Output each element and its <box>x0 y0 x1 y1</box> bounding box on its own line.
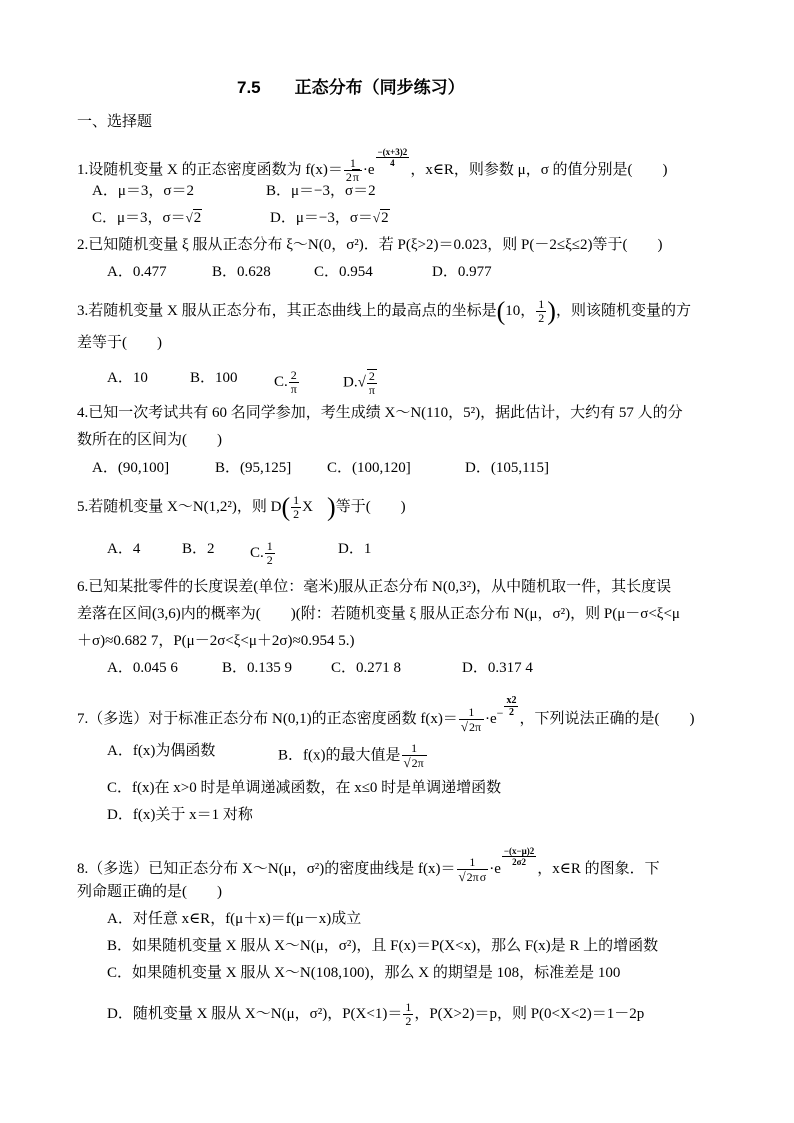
question-8-option-a: A．对任意 x∈R，f(μ＋x)＝f(μ－x)成立 <box>107 911 362 927</box>
question-4-option-c: C．(100,120] <box>327 460 411 476</box>
question-3-option-d: D.√ $\frac{2}{\pi}$ <box>343 369 375 397</box>
question-6-stem-cont1: 差落在区间(3,6)内的概率为( )(附：若随机变量 ξ 服从正态分布 N(μ，σ²)，则 P(μ－σ<ξ<μ <box>77 606 680 622</box>
question-8-option-b: B．如果随机变量 X 服从 X～N(μ，σ²)，且 F(x)＝P(X<x)，那么 F(x)是 R 上的增函数 <box>107 938 659 954</box>
question-5-option-b: B．2 <box>182 541 215 557</box>
question-8-option-d: D．随机变量 X 服从 X～N(μ，σ²)，P(X<1)＝ $\frac{1}{2}$ ，P(X>2)＝p，则 P(0<X<2)＝1－2p <box>107 1000 645 1028</box>
question-7-option-d: D．f(x)关于 x＝1 对称 <box>107 807 253 823</box>
question-8-option-c: C．如果随机变量 X 服从 X～N(108,100)，那么 X 的期望是 108，标准差是 100 <box>107 965 621 981</box>
question-4-stem: 4.已知一次考试共有 60 名同学参加，考生成绩 X～N(110，5²)，据此估计，大约有 57 人的分 <box>77 405 683 421</box>
question-8-stem: 8.（多选）已知正态分布 X～N(μ，σ²)的密度曲线是 f(x)＝ $\frac{1}{√2\pi\sigma}$ ·e $\frac{-(x-\mu)2}{2\sigma 2}$ ，x∈R 的图象．下 <box>77 846 660 884</box>
question-6-option-c: C．0.271 8 <box>331 660 402 676</box>
question-7-stem: 7.（多选）对于标准正态分布 N(0,1)的正态密度函数 f(x)＝ $\frac{1}{√2\pi}$ ·e− $\frac{x2}{2}$ ，下列说法正确的是( ) <box>77 695 695 734</box>
question-4-option-a: A．(90,100] <box>92 460 170 476</box>
question-5-stem: 5.若随机变量 X～N(1,2²)，则 D( $\frac{1}{2}$ X )等于( ) <box>77 492 406 522</box>
question-1-option-d: D．μ＝−3，σ＝√2 <box>270 210 389 226</box>
fraction: $\frac{1}{2}$ <box>538 297 545 325</box>
question-1-stem: 1.设随机变量 X 的正态密度函数为 f(x)＝ $\frac{1}{2\pi}$ ·e $\frac{-(x+3)2}{4}$ ，x∈R，则参数 μ，σ 的值分别是( ) <box>77 147 668 185</box>
section-heading: 一、选择题 <box>77 113 153 130</box>
question-5-option-d: D．1 <box>338 541 372 557</box>
question-1-option-c: C．μ＝3，σ＝√2 <box>92 210 202 226</box>
question-3-stem-cont: 差等于( ) <box>77 335 162 351</box>
question-2-option-c: C．0.954 <box>314 264 373 280</box>
question-7-option-a: A．f(x)为偶函数 <box>107 743 216 759</box>
question-8-stem-cont: 列命题正确的是( ) <box>77 884 222 900</box>
question-7-option-c: C．f(x)在 x>0 时是单调递减函数，在 x≤0 时是单调递增函数 <box>107 780 502 796</box>
question-6-stem-cont2: ＋σ)≈0.682 7，P(μ－2σ<ξ<μ＋2σ)≈0.954 5.) <box>77 633 355 649</box>
question-3-option-a: A．10 <box>107 370 148 386</box>
question-6-option-b: B．0.135 9 <box>222 660 293 676</box>
question-1-option-b: B．μ＝−3，σ＝2 <box>266 183 376 199</box>
question-1-option-a: A．μ＝3，σ＝2 <box>92 183 194 199</box>
question-6-option-d: D．0.317 4 <box>462 660 533 676</box>
fraction: $\frac{1}{2\pi}$ <box>344 157 362 184</box>
exponent: $\frac{-(x+3)2}{4}$ <box>377 147 408 168</box>
question-5-option-c: C. $\frac{1}{2}$ <box>250 539 273 567</box>
question-6-stem: 6.已知某批零件的长度误差(单位：毫米)服从正态分布 N(0,3²)，从中随机取一件，其长度误 <box>77 579 672 595</box>
question-4-option-b: B．(95,125] <box>215 460 292 476</box>
question-2-option-d: D．0.977 <box>432 264 492 280</box>
question-2-stem: 2.已知随机变量 ξ 服从正态分布 ξ～N(0，σ²)．若 P(ξ>2)＝0.023，则 P(－2≤ξ≤2)等于( ) <box>77 237 663 253</box>
question-3-option-b: B．100 <box>190 370 238 386</box>
question-2-option-a: A．0.477 <box>107 264 167 280</box>
question-3-stem: 3.若随机变量 X 服从正态分布，其正态曲线上的最高点的坐标是(10， $\frac{1}{2}$ )，则该随机变量的方 <box>77 296 691 326</box>
question-7-option-b: B．f(x)的最大值是 $\frac{1}{√2\pi}$ <box>278 742 428 770</box>
question-6-option-a: A．0.045 6 <box>107 660 178 676</box>
question-5-option-a: A．4 <box>107 541 141 557</box>
question-4-stem-cont: 数所在的区间为( ) <box>77 432 222 448</box>
question-2-option-b: B．0.628 <box>212 264 271 280</box>
question-3-option-c: C. $\frac{2}{\pi}$ <box>274 368 297 396</box>
page-title: 7.5 正态分布（同步练习） <box>237 78 465 97</box>
question-4-option-d: D．(105,115] <box>465 460 550 476</box>
